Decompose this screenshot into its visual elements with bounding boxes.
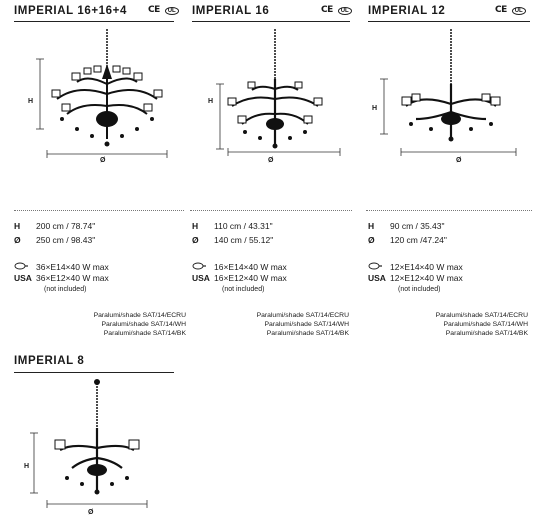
chandelier-illustration-imperial-16-16-4 — [22, 24, 182, 164]
height-spec — [14, 221, 95, 231]
diameter-spec — [14, 235, 95, 245]
title-rule — [14, 21, 174, 22]
product-title-imperial-12: IMPERIAL 12 — [368, 5, 446, 17]
dim-d-marker-4: Ø — [88, 509, 94, 516]
shade-white: Paralumi/shade SAT/14/WH — [443, 321, 528, 328]
diameter-spec — [368, 235, 447, 245]
bulb-spec — [192, 262, 287, 284]
shade-white: Paralumi/shade SAT/14/WH — [101, 321, 186, 328]
chandelier-illustration-imperial-8 — [22, 378, 182, 518]
height-spec — [192, 221, 273, 231]
shade-options — [14, 311, 186, 338]
usa-label: USA — [14, 273, 32, 283]
ce-mark-icon: CE — [495, 5, 507, 15]
diameter-label: Ø — [192, 235, 199, 245]
diameter-value: 120 cm /47.24" — [390, 235, 447, 245]
dim-h-marker-1: H — [28, 98, 34, 105]
bulb-icon — [14, 262, 36, 273]
product-title-imperial-8: IMPERIAL 8 — [14, 355, 85, 367]
bulb-usa-value: 36×E12×40 W max — [36, 273, 109, 283]
dim-d-marker-2: Ø — [268, 157, 274, 164]
shade-ecru: Paralumi/shade SAT/14/ECRU — [93, 312, 186, 319]
bulb-eu-value: 16×E14×40 W max — [214, 262, 287, 272]
usa-label: USA — [368, 273, 386, 283]
shade-options — [366, 311, 528, 338]
chandelier-illustration-imperial-12 — [376, 24, 526, 164]
certification-marks — [492, 5, 526, 15]
height-value: 90 cm / 35.43" — [390, 221, 445, 231]
diameter-value: 250 cm / 98.43" — [36, 235, 96, 245]
title-rule — [368, 21, 530, 22]
ul-mark-icon: UL — [338, 7, 352, 15]
diameter-value: 140 cm / 55.12" — [214, 235, 274, 245]
shade-black: Paralumi/shade SAT/14/BK — [445, 330, 528, 337]
product-title-imperial-16-16-4: IMPERIAL 16+16+4 — [14, 5, 127, 17]
bulb-spec — [368, 262, 463, 284]
height-value: 200 cm / 78.74" — [36, 221, 96, 231]
usa-note: (not included) — [398, 286, 441, 293]
spec-divider — [366, 210, 532, 211]
certification-marks — [318, 5, 352, 15]
bulb-icon — [368, 262, 390, 273]
bulb-eu-value: 36×E14×40 W max — [36, 262, 109, 272]
ce-mark-icon: CE — [321, 5, 333, 15]
diameter-label: Ø — [368, 235, 375, 245]
ce-mark-icon: CE — [148, 5, 160, 15]
dim-h-marker-4: H — [24, 463, 30, 470]
height-label: H — [368, 221, 375, 231]
height-spec — [368, 221, 445, 231]
height-label: H — [192, 221, 199, 231]
title-rule — [192, 21, 350, 22]
diameter-label: Ø — [14, 235, 21, 245]
bulb-spec — [14, 262, 109, 284]
height-value: 110 cm / 43.31" — [214, 221, 273, 231]
title-rule — [14, 372, 174, 373]
shade-ecru: Paralumi/shade SAT/14/ECRU — [435, 312, 528, 319]
dim-h-marker-2: H — [208, 98, 214, 105]
shade-ecru: Paralumi/shade SAT/14/ECRU — [256, 312, 349, 319]
ul-mark-icon: UL — [512, 7, 526, 15]
dim-d-marker-3: Ø — [456, 157, 462, 164]
bulb-usa-value: 16×E12×40 W max — [214, 273, 287, 283]
height-label: H — [14, 221, 21, 231]
spec-divider — [190, 210, 352, 211]
bulb-icon — [192, 262, 214, 273]
chandelier-illustration-imperial-16 — [200, 24, 350, 164]
bulb-eu-value: 12×E14×40 W max — [390, 262, 463, 272]
shade-options — [190, 311, 349, 338]
usa-note: (not included) — [44, 286, 87, 293]
usa-note: (not included) — [222, 286, 265, 293]
dim-h-marker-3: H — [372, 105, 378, 112]
bulb-usa-value: 12×E12×40 W max — [390, 273, 463, 283]
usa-label: USA — [192, 273, 210, 283]
certification-marks — [145, 5, 179, 15]
ul-mark-icon: UL — [165, 7, 179, 15]
diameter-spec — [192, 235, 273, 245]
spec-divider — [14, 210, 184, 211]
shade-white: Paralumi/shade SAT/14/WH — [264, 321, 349, 328]
shade-black: Paralumi/shade SAT/14/BK — [103, 330, 186, 337]
product-title-imperial-16: IMPERIAL 16 — [192, 5, 270, 17]
shade-black: Paralumi/shade SAT/14/BK — [266, 330, 349, 337]
dim-d-marker-1: Ø — [100, 157, 106, 164]
